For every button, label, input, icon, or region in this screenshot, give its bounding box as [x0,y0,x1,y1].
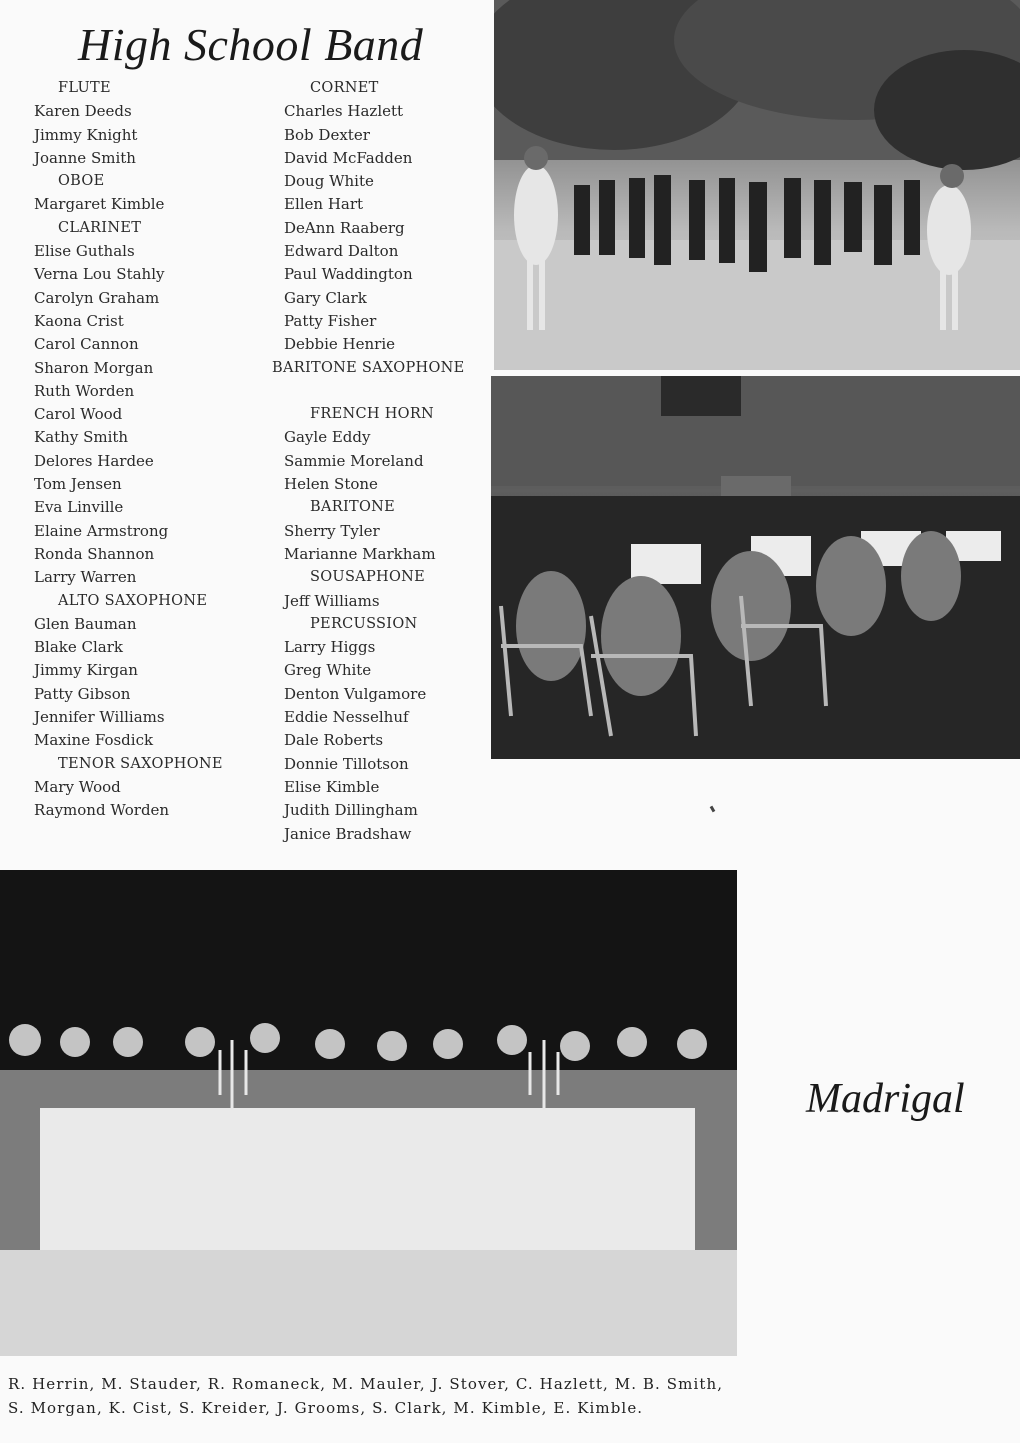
caption-line-2: S. Morgan, K. Cist, S. Kreider, J. Grooms, S. Clark, M. Kimble, E. Kimble. [8,1399,644,1417]
section-header: FRENCH HORN [310,406,435,423]
member-name: Larry Higgs [284,638,376,657]
member-name: DeAnn Raaberg [284,218,405,237]
page-title: High School Band [78,19,424,70]
member-name: Maxine Fosdick [34,731,154,750]
roster-right-column [272,77,465,846]
member-name: David McFadden [284,148,413,167]
caption-line-1: R. Herrin, M. Stauder, R. Romaneck, M. Mauler, J. Stover, C. Hazlett, M. B. Smith, [8,1375,724,1393]
member-name: Donnie Tillotson [284,754,409,773]
member-name: Sharon Morgan [34,358,154,377]
member-name: Delores Hardee [34,451,154,470]
member-name: Elise Kimble [284,777,380,796]
member-name: Debbie Henrie [284,335,396,354]
concert-band-photo [491,376,1020,759]
member-name: Edward Dalton [284,242,399,261]
member-name [284,380,465,403]
member-name: Joanne Smith [34,148,136,167]
roster-left-column [34,77,223,823]
print-speck [710,806,716,813]
member-name: Kaona Crist [34,311,124,330]
member-name: Bob Dexter [284,125,370,144]
member-name: Gayle Eddy [284,428,371,447]
member-name: Patty Gibson [34,684,131,703]
member-name: Ellen Hart [284,195,364,214]
member-name: Mary Wood [34,777,121,796]
marching-band-photo [494,0,1020,370]
section-header: BARITONE SAXOPHONE [272,359,465,376]
member-name: Doug White [284,172,374,191]
section-header: TENOR SAXOPHONE [58,755,223,772]
member-name: Eddie Nesselhuf [284,708,409,727]
member-name: Jimmy Knight [34,125,138,144]
section-header: PERCUSSION [310,615,418,632]
member-name: Carolyn Graham [34,288,160,307]
member-name: Elise Guthals [34,242,135,261]
member-name: Karen Deeds [34,102,132,121]
member-name: Helen Stone [284,475,378,494]
section-header: OBOE [58,173,105,190]
madrigal-group-photo [0,870,737,1356]
member-name: Ronda Shannon [34,544,155,563]
member-name: Charles Hazlett [284,102,404,121]
member-name: Greg White [284,661,372,680]
member-name: Marianne Markham [284,544,436,563]
member-name: Jimmy Kirgan [34,661,138,680]
member-name: Eva Linville [34,498,124,517]
member-name: Carol Cannon [34,335,139,354]
member-name: Denton Vulgamore [284,684,427,703]
member-name: Dale Roberts [284,731,384,750]
section-header: CLARINET [58,219,142,236]
section-header: FLUTE [58,80,111,96]
member-name: Gary Clark [284,288,367,307]
member-name: Paul Waddington [284,265,413,284]
member-name: Tom Jensen [34,475,122,494]
member-name: Jeff Williams [284,591,380,610]
madrigal-caption [8,1372,728,1420]
member-name: Judith Dillingham [284,801,418,820]
member-name: Jennifer Williams [34,708,165,727]
section-header: BARITONE [310,499,396,516]
member-name: Verna Lou Stahly [34,265,165,284]
member-name: Blake Clark [34,638,123,657]
member-name: Elaine Armstrong [34,521,169,540]
member-name: Larry Warren [34,568,137,587]
section-header: ALTO SAXOPHONE [58,592,208,609]
member-name: Ruth Worden [34,381,135,400]
madrigal-heading: Madrigal [806,1076,965,1122]
member-name: Sherry Tyler [284,521,380,540]
member-name: Janice Bradshaw [284,824,412,843]
member-name: Carol Wood [34,405,123,424]
section-header: CORNET [310,80,379,96]
member-name: Glen Bauman [34,614,137,633]
section-header: SOUSAPHONE [310,569,426,586]
member-name: Raymond Worden [34,801,170,820]
member-name: Margaret Kimble [34,195,165,214]
member-name: Patty Fisher [284,311,377,330]
member-name: Sammie Moreland [284,451,424,470]
member-name: Kathy Smith [34,428,129,447]
